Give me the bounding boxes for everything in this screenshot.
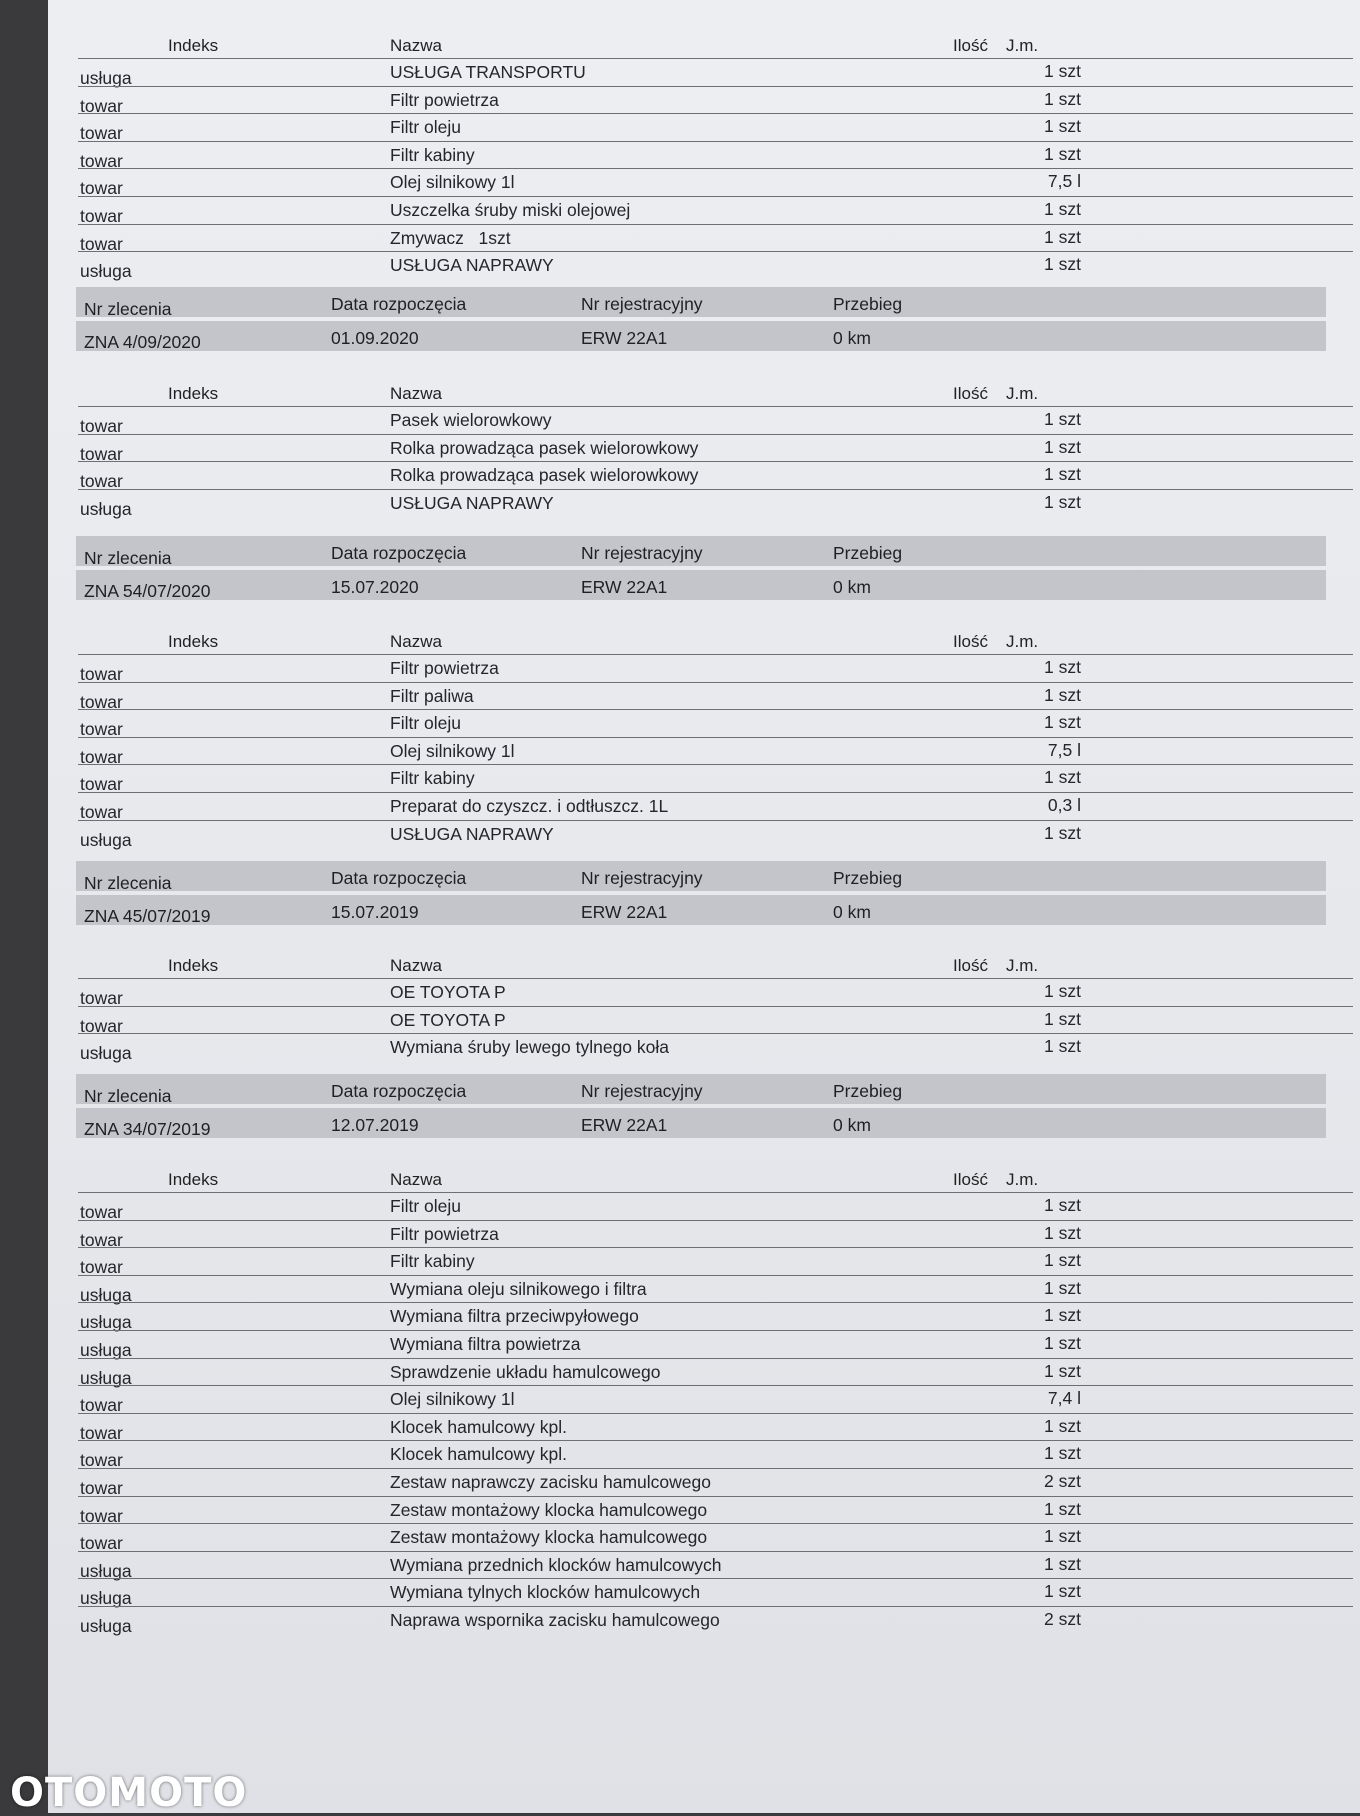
item-name: USŁUGA NAPRAWY <box>390 255 554 276</box>
item-name: Filtr powietrza <box>390 1223 499 1244</box>
col-indeks-header: Indeks <box>168 36 219 55</box>
order-date: 15.07.2019 <box>331 902 419 922</box>
order-header-3 <box>76 861 1326 925</box>
item-type: usługa <box>80 1339 132 1360</box>
item-type: usługa <box>80 829 132 850</box>
order-value-bar <box>76 1108 1326 1138</box>
col-jm-header: J.m. <box>1006 384 1039 403</box>
table-row <box>78 1413 1353 1441</box>
item-name: Wymiana tylnych klocków hamulcowych <box>390 1582 701 1603</box>
table-row <box>78 1358 1353 1386</box>
item-type: usługa <box>80 68 132 88</box>
item-name: Wymiana oleju silnikowego i filtra <box>390 1278 647 1299</box>
item-type: towar <box>80 443 123 464</box>
item-type: towar <box>80 1477 123 1498</box>
item-type: towar <box>80 1533 123 1554</box>
table-row <box>78 1220 1353 1248</box>
item-type: usługa <box>80 1284 132 1305</box>
item-qty: 2 szt <box>1044 1608 1081 1629</box>
order-value-bar <box>76 321 1326 351</box>
item-qty: 0,3 l <box>1047 794 1081 815</box>
order-registration: ERW 22A1 <box>581 577 668 597</box>
items-table-4 <box>78 1164 1353 1634</box>
item-name: USŁUGA TRANSPORTU <box>390 62 586 82</box>
table-row <box>78 1247 1353 1278</box>
table-row <box>78 58 1353 86</box>
table-row <box>78 196 1353 224</box>
item-qty: 1 szt <box>1044 684 1081 705</box>
label-przebieg: Przebieg <box>833 868 903 888</box>
order-date: 01.09.2020 <box>331 328 419 348</box>
items-table-header <box>78 950 1353 978</box>
items-table-header <box>78 378 1353 406</box>
item-type: usługa <box>80 1312 132 1333</box>
item-type: towar <box>80 719 123 740</box>
item-qty: 1 szt <box>1044 116 1081 137</box>
item-name: Filtr oleju <box>390 117 461 138</box>
col-indeks-header: Indeks <box>168 956 219 975</box>
item-type: towar <box>80 801 123 822</box>
table-row <box>78 709 1353 740</box>
order-mileage: 0 km <box>833 577 871 597</box>
col-nazwa-header: Nazwa <box>390 632 442 651</box>
item-name: Uszczelka śruby miski olejowej <box>390 199 631 220</box>
item-qty: 1 szt <box>1044 409 1081 429</box>
item-type: towar <box>80 416 123 436</box>
table-row <box>78 1330 1353 1358</box>
item-type: towar <box>80 1257 123 1278</box>
table-row <box>78 978 1353 1006</box>
item-qty: 1 szt <box>1044 657 1081 677</box>
item-name: Wymiana przednich klocków hamulcowych <box>390 1554 722 1575</box>
table-row <box>78 1606 1353 1634</box>
item-type: usługa <box>80 1615 132 1636</box>
item-qty: 1 szt <box>1044 226 1081 247</box>
order-header-1 <box>76 287 1326 351</box>
item-type: towar <box>80 746 123 767</box>
items-table-header <box>78 30 1353 58</box>
item-type: usługa <box>80 1560 132 1581</box>
items-table-1 <box>78 378 1353 519</box>
order-value-bar <box>76 570 1326 600</box>
items-table-3 <box>78 950 1353 1064</box>
item-name: Zmywacz 1szt <box>390 227 511 248</box>
label-data-rozpoczecia: Data rozpoczęcia <box>331 868 467 888</box>
item-name: Zestaw montażowy klocka hamulcowego <box>390 1499 708 1520</box>
item-qty: 7,5 l <box>1047 171 1081 192</box>
item-type: towar <box>80 233 123 254</box>
label-nr-zlecenia: Nr zlecenia <box>84 1086 172 1106</box>
table-row <box>78 141 1353 169</box>
item-name: Filtr oleju <box>390 713 461 734</box>
table-row <box>78 1523 1353 1554</box>
label-nr-zlecenia: Nr zlecenia <box>84 299 172 319</box>
items-table-2 <box>78 626 1353 850</box>
item-type: usługa <box>80 1043 132 1064</box>
table-row <box>78 1006 1353 1034</box>
item-qty: 1 szt <box>1044 712 1081 733</box>
label-data-rozpoczecia: Data rozpoczęcia <box>331 543 467 563</box>
table-row <box>78 1385 1353 1416</box>
item-qty: 1 szt <box>1044 198 1081 219</box>
order-date: 15.07.2020 <box>331 577 419 597</box>
order-number: ZNA 45/07/2019 <box>84 906 211 926</box>
item-type: usługa <box>80 261 132 282</box>
item-type: towar <box>80 1015 123 1036</box>
label-przebieg: Przebieg <box>833 543 903 563</box>
item-name: OE TOYOTA P <box>390 982 506 1002</box>
table-row <box>78 406 1353 434</box>
item-qty: 1 szt <box>1044 1498 1081 1519</box>
item-qty: 7,5 l <box>1047 739 1081 760</box>
items-table-0 <box>78 30 1353 282</box>
order-number: ZNA 54/07/2020 <box>84 581 211 601</box>
item-qty: 1 szt <box>1044 1277 1081 1298</box>
item-name: Rolka prowadząca pasek wielorowkowy <box>390 465 699 486</box>
label-data-rozpoczecia: Data rozpoczęcia <box>331 294 467 314</box>
item-name: Wymiana filtra przeciwpyłowego <box>390 1306 639 1327</box>
order-mileage: 0 km <box>833 1115 871 1135</box>
item-qty: 1 szt <box>1044 61 1081 81</box>
item-name: Zestaw montażowy klocka hamulcowego <box>390 1527 708 1548</box>
item-qty: 1 szt <box>1044 1008 1081 1029</box>
table-row <box>78 168 1353 199</box>
item-type: towar <box>80 1505 123 1526</box>
table-row <box>78 820 1353 848</box>
table-row <box>78 434 1353 462</box>
label-nr-zlecenia: Nr zlecenia <box>84 548 172 568</box>
col-nazwa-header: Nazwa <box>390 1170 442 1189</box>
order-registration: ERW 22A1 <box>581 328 668 348</box>
order-date: 12.07.2019 <box>331 1115 419 1135</box>
label-data-rozpoczecia: Data rozpoczęcia <box>331 1081 467 1101</box>
item-name: Olej silnikowy 1l <box>390 172 515 193</box>
otomoto-watermark: OTOMOTO <box>10 1770 248 1816</box>
table-row <box>78 1468 1353 1496</box>
item-type: towar <box>80 1202 123 1222</box>
items-table-header <box>78 626 1353 654</box>
item-name: Filtr powietrza <box>390 89 499 110</box>
table-row <box>78 1496 1353 1524</box>
table-row <box>78 737 1353 765</box>
item-type: towar <box>80 150 123 171</box>
item-type: towar <box>80 664 123 684</box>
item-qty: 2 szt <box>1044 1470 1081 1491</box>
item-name: Olej silnikowy 1l <box>390 1389 515 1410</box>
item-qty: 1 szt <box>1044 88 1081 109</box>
table-row <box>78 1551 1353 1579</box>
order-mileage: 0 km <box>833 328 871 348</box>
label-nr-zlecenia: Nr zlecenia <box>84 873 172 893</box>
label-nr-rejestracyjny: Nr rejestracyjny <box>581 294 703 314</box>
table-row <box>78 224 1353 252</box>
item-type: towar <box>80 471 123 492</box>
table-row <box>78 654 1353 682</box>
table-row <box>78 251 1353 282</box>
item-name: Zestaw naprawczy zacisku hamulcowego <box>390 1471 711 1492</box>
document-page <box>48 0 1360 1813</box>
item-qty: 1 szt <box>1044 1305 1081 1326</box>
col-indeks-header: Indeks <box>168 632 219 651</box>
item-qty: 1 szt <box>1044 822 1081 843</box>
item-name: Filtr kabiny <box>390 144 475 165</box>
item-name: USŁUGA NAPRAWY <box>390 492 554 513</box>
item-name: Rolka prowadząca pasek wielorowkowy <box>390 437 699 458</box>
item-type: usługa <box>80 1367 132 1388</box>
item-name: Olej silnikowy 1l <box>390 740 515 761</box>
item-type: towar <box>80 205 123 226</box>
item-qty: 1 szt <box>1044 436 1081 457</box>
item-type: towar <box>80 1395 123 1416</box>
items-table-header <box>78 1164 1353 1192</box>
col-ilosc-header: Ilość <box>953 632 988 651</box>
item-type: towar <box>80 988 123 1008</box>
order-registration: ERW 22A1 <box>581 1115 668 1135</box>
item-qty: 1 szt <box>1044 254 1081 275</box>
order-number: ZNA 4/09/2020 <box>84 332 201 352</box>
col-ilosc-header: Ilość <box>953 1170 988 1189</box>
item-type: usługa <box>80 498 132 519</box>
order-header-2 <box>76 536 1326 600</box>
table-row <box>78 461 1353 492</box>
order-number: ZNA 34/07/2019 <box>84 1119 211 1139</box>
col-ilosc-header: Ilość <box>953 956 988 975</box>
order-header-4 <box>76 1074 1326 1138</box>
col-indeks-header: Indeks <box>168 384 219 403</box>
item-name: Filtr oleju <box>390 1196 461 1216</box>
item-type: towar <box>80 95 123 116</box>
item-qty: 1 szt <box>1044 767 1081 788</box>
item-name: Klocek hamulcowy kpl. <box>390 1416 568 1437</box>
item-qty: 1 szt <box>1044 1415 1081 1436</box>
item-type: towar <box>80 691 123 712</box>
label-nr-rejestracyjny: Nr rejestracyjny <box>581 1081 703 1101</box>
item-name: Naprawa wspornika zacisku hamulcowego <box>390 1609 720 1630</box>
table-row <box>78 682 1353 710</box>
label-przebieg: Przebieg <box>833 1081 903 1101</box>
item-qty: 1 szt <box>1044 1581 1081 1602</box>
item-qty: 1 szt <box>1044 1036 1081 1057</box>
item-qty: 1 szt <box>1044 464 1081 485</box>
item-name: Filtr kabiny <box>390 1251 475 1272</box>
item-name: Klocek hamulcowy kpl. <box>390 1444 568 1465</box>
item-type: towar <box>80 1229 123 1250</box>
table-row <box>78 1302 1353 1333</box>
item-type: towar <box>80 178 123 199</box>
table-row <box>78 86 1353 114</box>
col-ilosc-header: Ilość <box>953 384 988 403</box>
item-qty: 1 szt <box>1044 1443 1081 1464</box>
label-nr-rejestracyjny: Nr rejestracyjny <box>581 868 703 888</box>
item-name: Preparat do czyszcz. i odtłuszcz. 1L <box>390 795 669 816</box>
table-row <box>78 792 1353 820</box>
order-value-bar <box>76 895 1326 925</box>
col-indeks-header: Indeks <box>168 1170 219 1189</box>
item-qty: 1 szt <box>1044 1222 1081 1243</box>
table-row <box>78 489 1353 517</box>
col-nazwa-header: Nazwa <box>390 36 442 55</box>
col-nazwa-header: Nazwa <box>390 384 442 403</box>
col-nazwa-header: Nazwa <box>390 956 442 975</box>
col-jm-header: J.m. <box>1006 1170 1039 1189</box>
item-name: Filtr kabiny <box>390 768 475 789</box>
table-row <box>78 1192 1353 1220</box>
col-ilosc-header: Ilość <box>953 36 988 55</box>
item-qty: 1 szt <box>1044 1195 1081 1215</box>
item-qty: 1 szt <box>1044 1250 1081 1271</box>
item-qty: 1 szt <box>1044 491 1081 512</box>
item-type: towar <box>80 1450 123 1471</box>
label-przebieg: Przebieg <box>833 294 903 314</box>
table-row <box>78 764 1353 795</box>
item-name: Filtr powietrza <box>390 658 499 678</box>
col-jm-header: J.m. <box>1006 632 1039 651</box>
item-type: towar <box>80 1422 123 1443</box>
item-qty: 1 szt <box>1044 1332 1081 1353</box>
item-qty: 1 szt <box>1044 1360 1081 1381</box>
item-qty: 1 szt <box>1044 1553 1081 1574</box>
col-jm-header: J.m. <box>1006 36 1039 55</box>
item-name: Pasek wielorowkowy <box>390 410 552 430</box>
item-type: towar <box>80 774 123 795</box>
item-name: Wymiana filtra powietrza <box>390 1333 581 1354</box>
item-name: Sprawdzenie układu hamulcowego <box>390 1361 661 1382</box>
item-type: towar <box>80 123 123 144</box>
order-mileage: 0 km <box>833 902 871 922</box>
table-row <box>78 113 1353 144</box>
table-row <box>78 1033 1353 1064</box>
item-qty: 1 szt <box>1044 981 1081 1001</box>
item-qty: 1 szt <box>1044 1526 1081 1547</box>
table-row <box>78 1440 1353 1471</box>
item-qty: 1 szt <box>1044 143 1081 164</box>
item-name: OE TOYOTA P <box>390 1009 506 1030</box>
item-name: USŁUGA NAPRAWY <box>390 823 554 844</box>
item-type: usługa <box>80 1588 132 1609</box>
order-registration: ERW 22A1 <box>581 902 668 922</box>
label-nr-rejestracyjny: Nr rejestracyjny <box>581 543 703 563</box>
item-name: Filtr paliwa <box>390 685 474 706</box>
col-jm-header: J.m. <box>1006 956 1039 975</box>
table-row <box>78 1275 1353 1303</box>
table-row <box>78 1578 1353 1609</box>
item-qty: 7,4 l <box>1047 1388 1081 1409</box>
item-name: Wymiana śruby lewego tylnego koła <box>390 1037 670 1058</box>
